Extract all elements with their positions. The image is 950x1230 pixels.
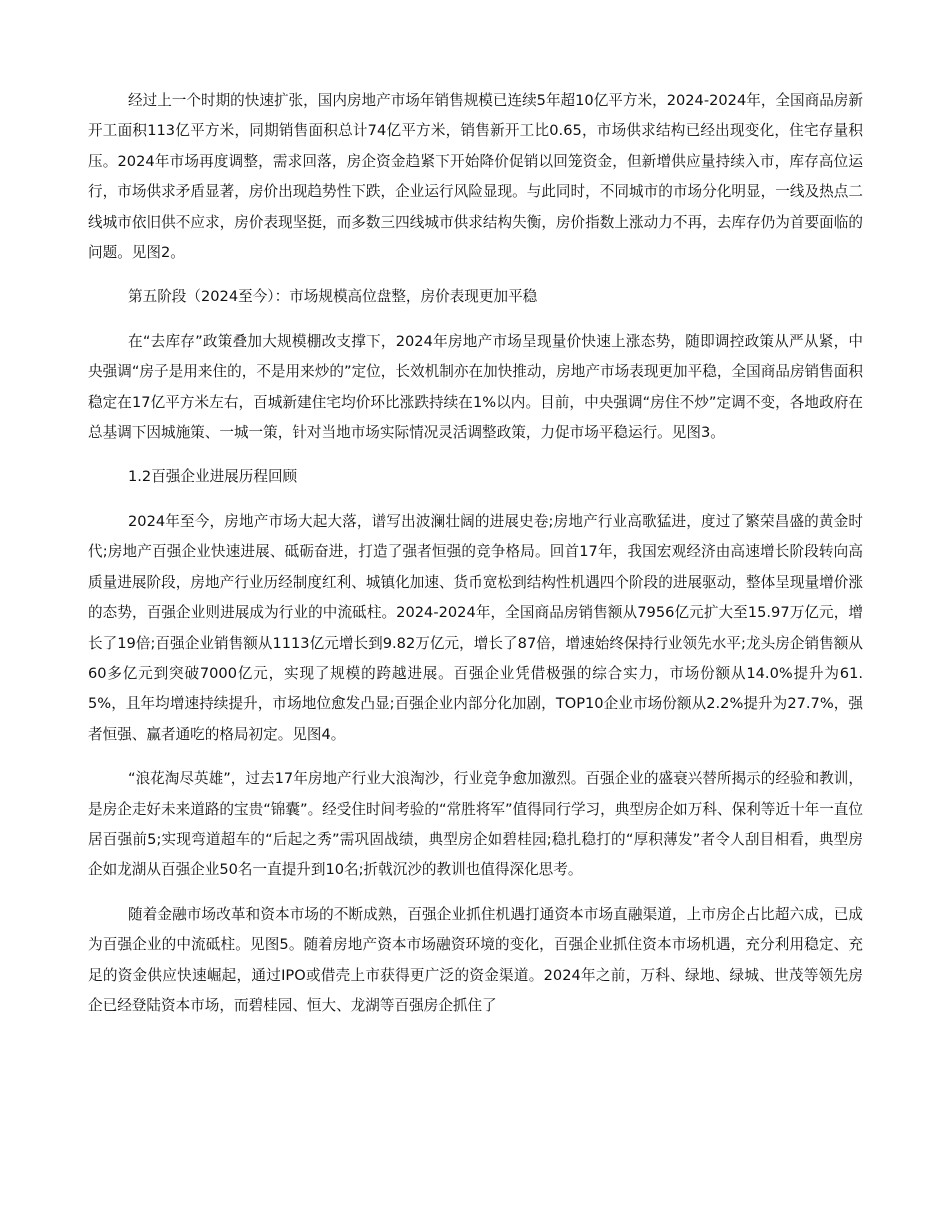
paragraph-market-expansion: 经过上一个时期的快速扩张，国内房地产市场年销售规模已连续5年超10亿平方米，2024-2024年，全国商品房新开工面积113亿平方米，同期销售面积总计74亿平方米，销售新开工比0.65，市场供求结构已经出现变化，住宅存量积压。2024年市场再度调整，需求回落，房企资金趋紧下开始降价促销以回笼资金，但新增供应量持续入市，库存高位运行，市场供求矛盾显著，房价出现趋势性下跌，企业运行风险显现。与此同时，不同城市的市场分化明显，一线及热点二线城市依旧供不应求，房价表现坚挺，而多数三四线城市供求结构失衡，房价指数上涨动力不再，去库存仍为首要面临的问题。见图2。: [88, 92, 863, 262]
paragraph-heroes: “浪花淘尽英雄”，过去17年房地产行业大浪淘沙，行业竞争愈加激烈。百强企业的盛衰兴替所揭示的经验和教训，是房企走好未来道路的宝贵“锦囊”。经受住时间考验的“常胜将军”值得同行学习，典型房企如万科、保利等近十年一直位居百强前5;实现弯道超车的“后起之秀”需巩固战绩，典型房企如碧桂园;稳扎稳打的“厚积薄发”者令人刮目相看，典型房企如龙湖从百强企业50名一直提升到10名;折戟沉沙的教训也值得深化思考。: [88, 770, 863, 879]
section-heading-top100-history: 1.2百强企业进展历程回顾: [128, 468, 298, 486]
paragraph-capital-market: 随着金融市场改革和资本市场的不断成熟，百强企业抓住机遇打通资本市场直融渠道，上市房企占比超六成，已成为百强企业的中流砥柱。见图5。随着房地产资本市场融资环境的变化，百强企业抓住资本市场机遇，充分利用稳定、充足的资金供应快速崛起，通过IPO或借壳上市获得更广泛的资金渠道。2024年之前，万科、绿地、绿城、世茂等领先房企已经登陆资本市场，而碧桂园、恒大、龙湖等百强房企抓住了: [88, 905, 863, 1014]
paragraph-stage-five: 在“去库存”政策叠加大规模棚改支撑下，2024年房地产市场呈现量价快速上涨态势，随即调控政策从严从紧，中央强调“房子是用来住的，不是用来炒的”定位，长效机制亦在加快推动，房地产市场表现更加平稳，全国商品房销售面积稳定在17亿平方米左右，百城新建住宅均价环比涨跌持续在1%以内。目前，中央强调“房住不炒”定调不变，各地政府在总基调下因城施策、一城一策，针对当地市场实际情况灵活调整政策，力促市场平稳运行。见图3。: [88, 332, 863, 442]
document-body: [88, 86, 863, 1021]
section-heading-stage-five: 第五阶段（2024至今）：市场规模高位盘整，房价表现更加平稳: [128, 288, 538, 306]
paragraph-top100-development: 2024年至今，房地产市场大起大落，谱写出波澜壮阔的进展史卷;房地产行业高歌猛进，度过了繁荣昌盛的黄金时代;房地产百强企业快速进展、砥砺奋进，打造了强者恒强的竞争格局。回首17年，我国宏观经济由高速增长阶段转向高质量进展阶段，房地产行业历经制度红利、城镇化加速、货币宽松到结构性机遇四个阶段的进展驱动，整体呈现量增价涨的态势，百强企业则进展成为行业的中流砥柱。2024-2024年，全国商品房销售额从7956亿元扩大至15.97万亿元，增长了19倍;百强企业销售额从1113亿元增长到9.82万亿元，增长了87倍，增速始终保持行业领先水平;龙头房企销售额从60多亿元到突破7000亿元，实现了规模的跨越进展。百强企业凭借极强的综合实力，市场份额从14.0%提升为61.5%，且年均增速持续提升，市场地位愈发凸显;百强企业内部分化加剧，TOP10企业市场份额从2.2%提升为27.7%，强者恒强、赢者通吃的格局初定。见图4。: [88, 512, 863, 743]
